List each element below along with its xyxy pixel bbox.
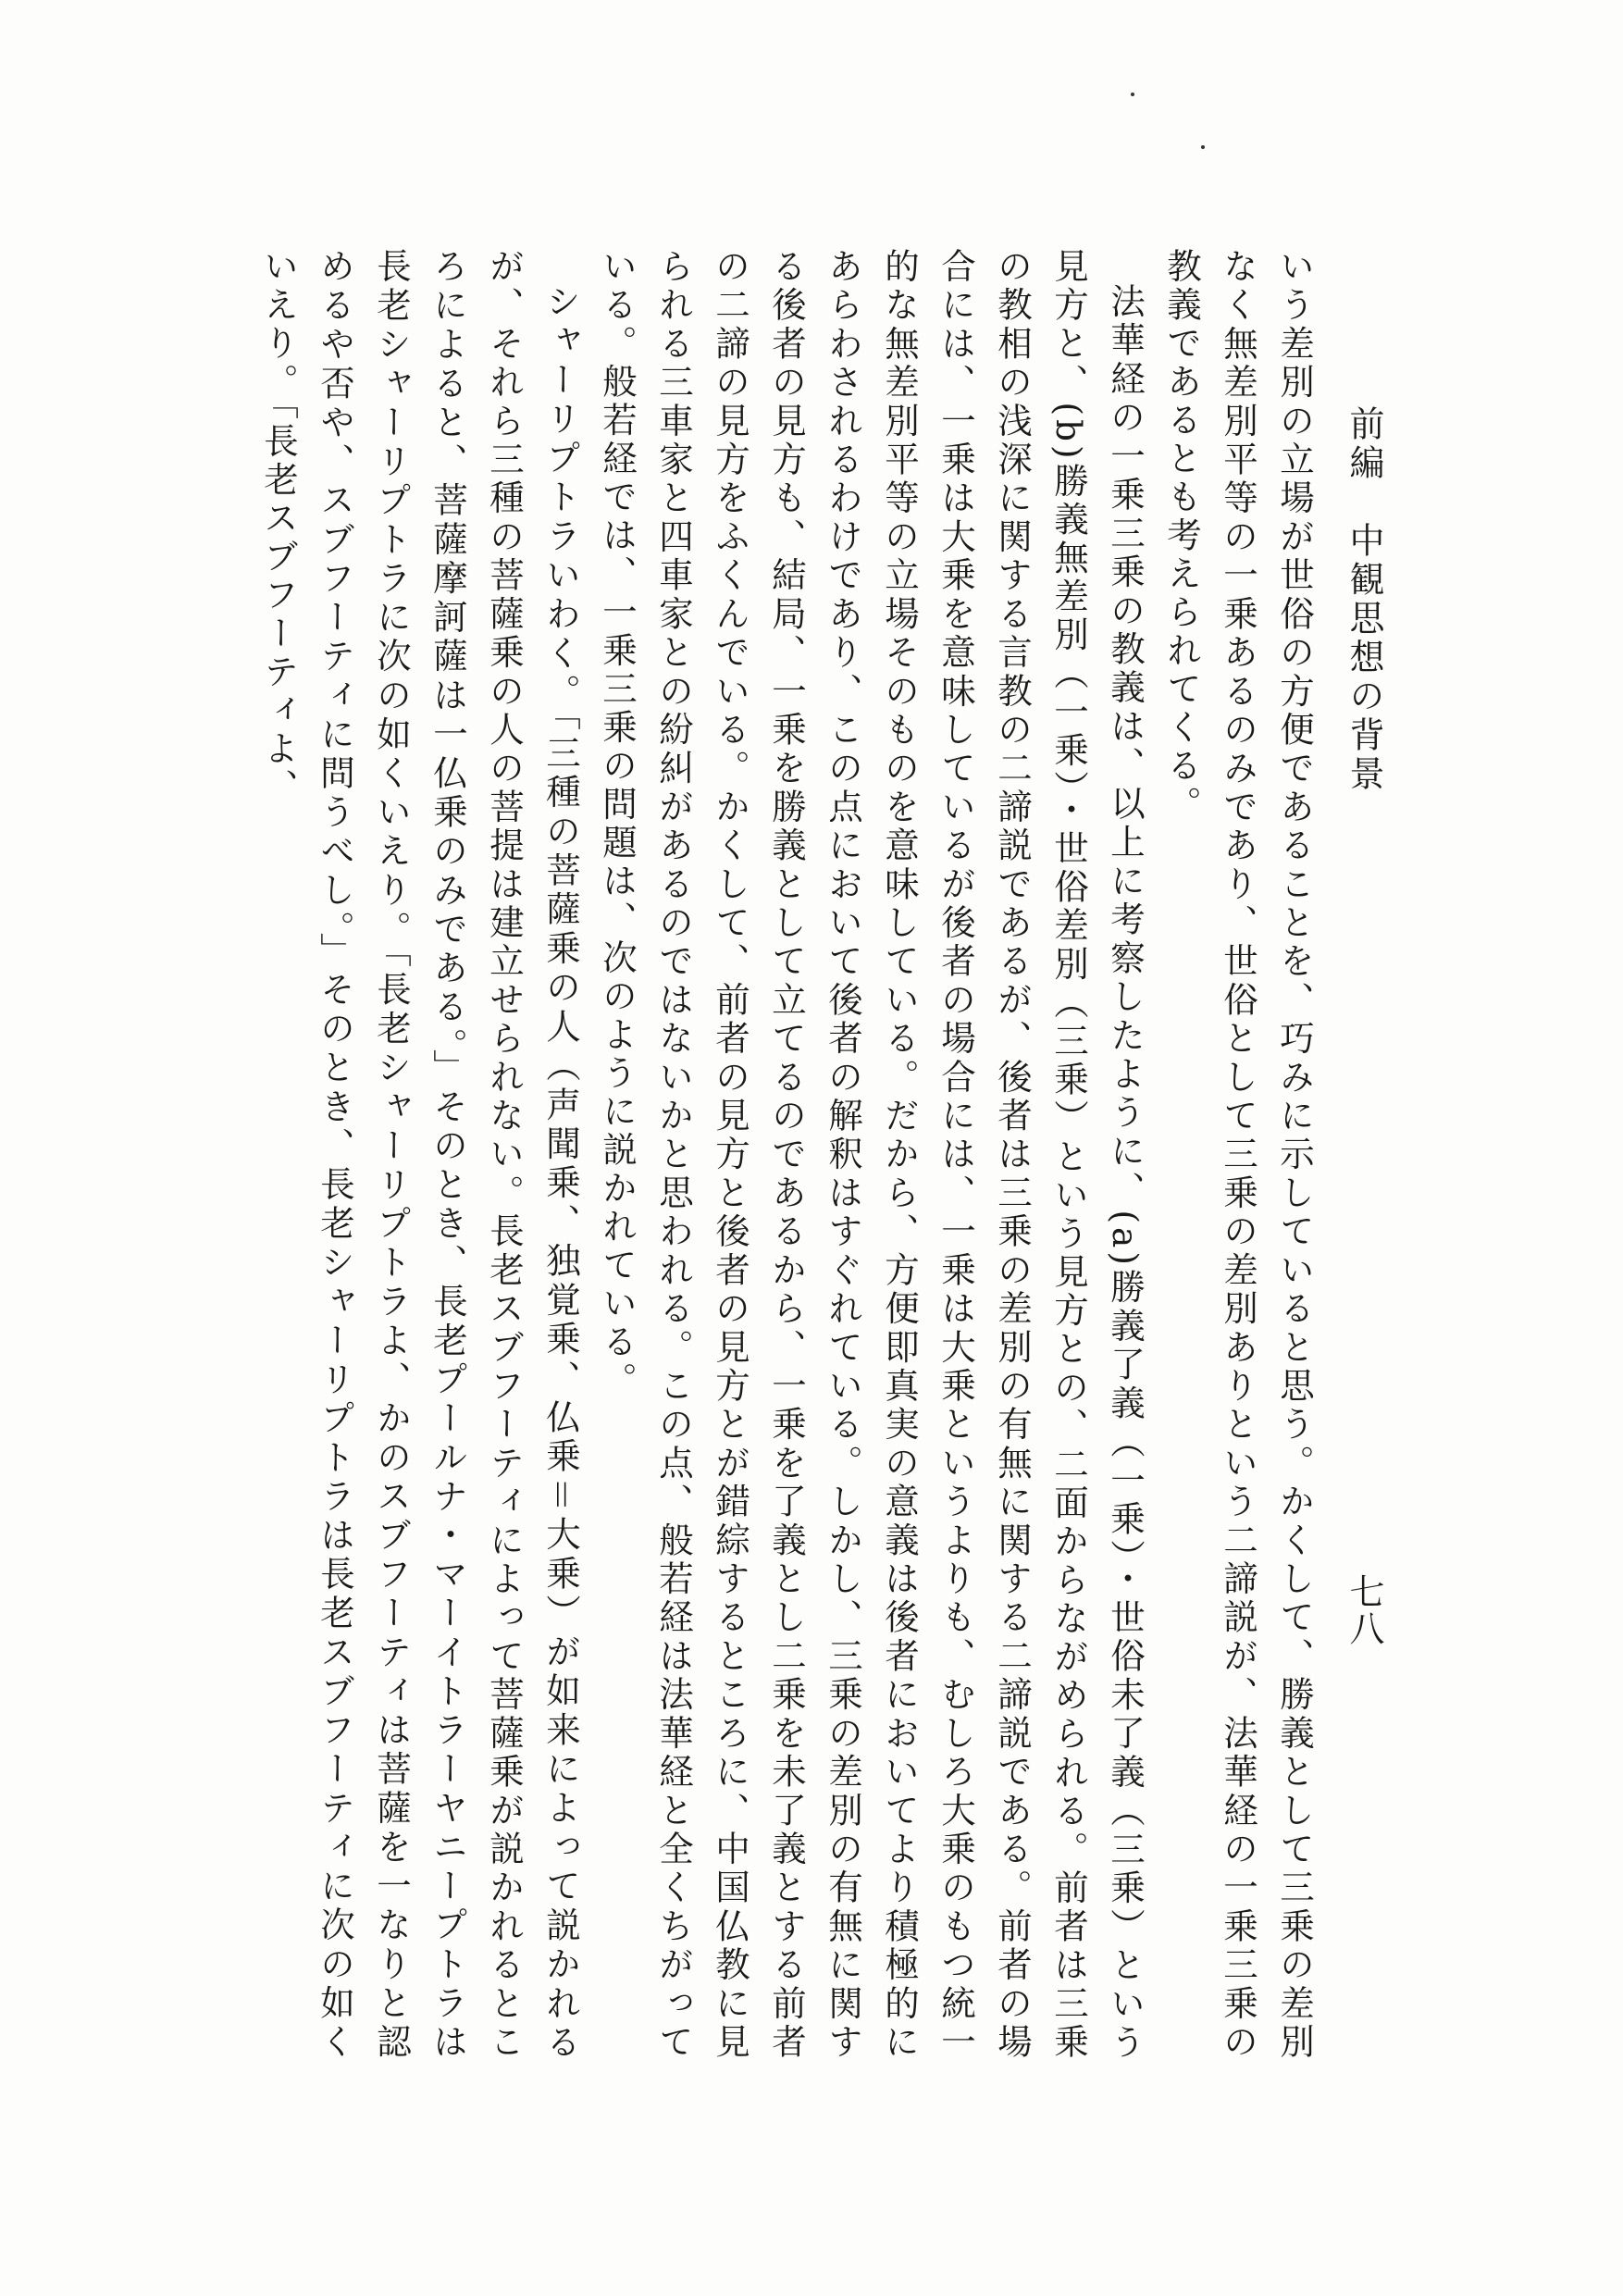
page-number: 七八 bbox=[1344, 1573, 1384, 1647]
paragraph-3: シャーリプトラいわく。「三種の菩薩乗の人（声聞乗、独覚乗、仏乗＝大乗）が如来によって説かれるが、それら三種の菩薩乗の人の菩提は建立せられない。長老スブフーティによって菩薩乗が説かれるところによると、菩薩摩訶薩は一仏乗のみである。」そのとき、長老プールナ・マーイトラーヤニープトラは長老シャーリプトラに次の如くいえり。「長老シャーリプトラよ、かのスブフーティは菩薩を一なりと認めるや否や、スブフーティに問うべし。」そのとき、長老シャーリプトラは長老スブフーティに次の如くいえり。「長老スブフーティよ、 bbox=[258, 248, 581, 2063]
running-header: 前編 中観思想の背景 bbox=[1344, 405, 1384, 794]
scan-speck bbox=[1201, 145, 1205, 149]
scan-speck bbox=[1131, 93, 1134, 96]
body-text bbox=[250, 248, 1322, 2062]
paragraph-1: いう差別の立場が世俗の方便であることを、巧みに示していると思う。かくして、勝義として三乗の差別なく無差別平等の一乗あるのみであり、世俗として三乗の差別ありという二諦説が、法華経の一乗三乗の教義であるとも考えられてくる。 bbox=[1161, 248, 1315, 2063]
paragraph-2: 法華経の一乗三乗の教義は、以上に考察したように、(a)勝義了義（一乗）・世俗未了義（三乗）という見方と、(b)勝義無差別（一乗）・世俗差別（三乗）という見方との、二面からながめられる。前者は三乗の教相の浅深に関する言教の二諦説であるが、後者は三乗の差別の有無に関する二諦説である。前者の場合には、一乗は大乗を意味しているが後者の場合には、一乗は大乗というよりも、むしろ大乗のもつ統一的な無差別平等の立場そのものを意味している。だから、方便即真実の意義は後者においてより積極的にあらわされるわけであり、この点において後者の解釈はすぐれている。しかし、三乗の差別の有無に関する後者の見方も、結局、一乗を勝義として立てるのであるから、一乗を了義とし二乗を未了義とする前者の二諦の見方をふくんでいる。かくして、前者の見方と後者の見方とが錯綜するところに、中国仏教に見られる三車家と四車家との紛糾があるのではないかと思われる。この点、般若経は法華経と全くちがっている。般若経では、一乗三乗の問題は、次のように説かれている。 bbox=[597, 248, 1146, 2063]
